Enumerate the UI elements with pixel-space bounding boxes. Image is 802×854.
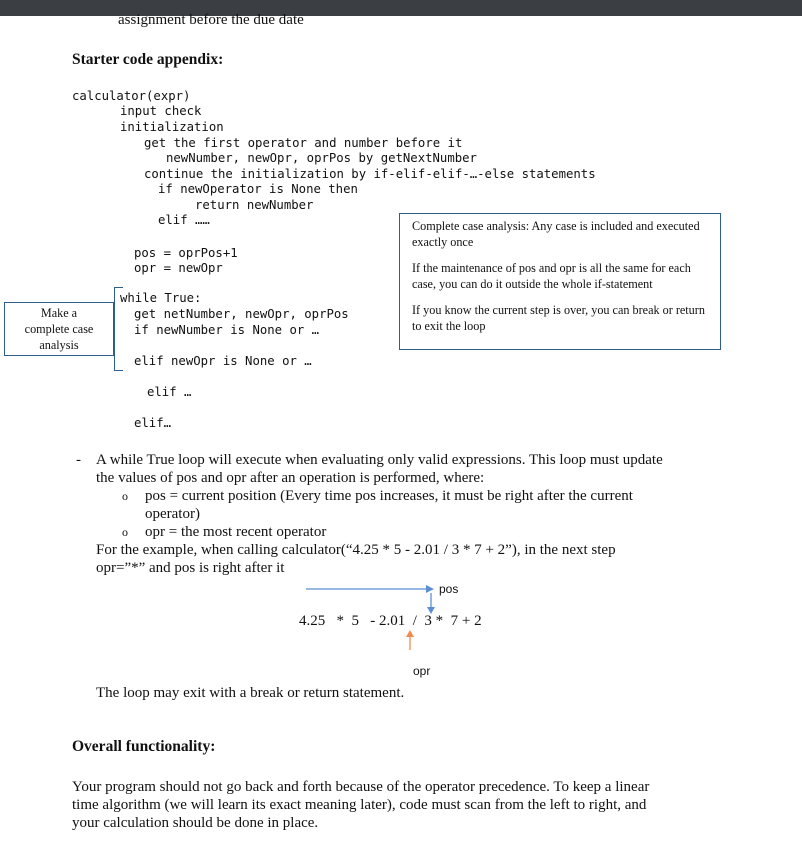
code-line-3: initialization xyxy=(120,120,224,134)
side-note-bracket xyxy=(114,287,123,371)
code-line-4: get the first operator and number before it xyxy=(144,136,463,150)
code-line-5: newNumber, newOpr, oprPos by getNextNumber xyxy=(166,151,477,165)
note-maintenance: If the maintenance of pos and opr is all the same for each case, you can do it outside the whole if-statement xyxy=(412,261,691,291)
example-expression: 4.25 * 5 - 2.01 / 3 * 7 + 2 xyxy=(299,613,482,629)
code-line-17: elif… xyxy=(134,416,172,430)
opr-up-arrow-head xyxy=(406,630,414,637)
code-line-16: elif … xyxy=(147,385,192,399)
pos-label: pos xyxy=(439,582,459,596)
sub-bullet-opr: opr = the most recent operator xyxy=(145,524,327,540)
code-line-15: elif newOpr is None or … xyxy=(134,354,312,368)
code-line-8: return newNumber xyxy=(195,198,314,212)
loop-exit-text: The loop may exit with a break or return statement. xyxy=(96,685,405,701)
sub-bullet-marker-1: o xyxy=(122,489,128,503)
code-line-6: continue the initialization by if-elif-elif-…-else statements xyxy=(144,167,596,181)
side-note-line-2: complete case xyxy=(24,322,94,336)
sub-bullet-pos-line-1: pos = current position (Every time pos increases, it must be right after the current xyxy=(145,488,633,504)
code-line-12: while True: xyxy=(120,291,202,305)
note-break-return: If you know the current step is over, you can break or return to exit the loop xyxy=(412,303,705,333)
overall-line-1: Your program should not go back and forth because of the operator precedence. To keep a linear xyxy=(72,779,650,795)
code-line-1: calculator(expr) xyxy=(72,89,191,103)
code-line-2: input check xyxy=(120,104,202,118)
overall-functionality-heading: Overall functionality: xyxy=(72,738,216,755)
side-note-line-3: analysis xyxy=(39,338,79,352)
code-line-13: get netNumber, newOpr, oprPos xyxy=(134,307,349,321)
sub-bullet-pos-line-2: operator) xyxy=(145,506,200,522)
code-line-10: pos = oprPos+1 xyxy=(134,246,238,260)
code-line-14: if newNumber is None or … xyxy=(134,323,320,337)
starter-code-heading: Starter code appendix: xyxy=(72,51,224,68)
bullet-dash: - xyxy=(76,452,81,468)
side-note-line-1: Make a xyxy=(40,306,78,320)
bullet-line-1: A while True loop will execute when evaluating only valid expressions. This loop must update xyxy=(96,452,663,468)
code-line-9: elif …… xyxy=(158,213,210,227)
bullet-line-2: the values of pos and opr after an operation is performed, where: xyxy=(96,470,485,486)
overall-line-2: time algorithm (we will learn its exact meaning later), code must scan from the left to right, and xyxy=(72,797,647,813)
pos-arrow-head xyxy=(426,585,434,593)
example-line-1: For the example, when calling calculator(“4.25 * 5 - 2.01 / 3 * 7 + 2”), in the next step xyxy=(96,542,616,558)
code-line-7: if newOperator is None then xyxy=(158,182,358,196)
case-analysis-note-box xyxy=(399,213,721,350)
note-complete-case: Complete case analysis: Any case is included and executed exactly once xyxy=(412,219,700,249)
example-line-2: opr=”*” and pos is right after it xyxy=(96,560,285,576)
sub-bullet-marker-2: o xyxy=(122,525,128,539)
header-fragment: assignment before the due date xyxy=(118,12,304,28)
overall-line-3: your calculation should be done in place. xyxy=(72,815,319,831)
opr-label: opr xyxy=(413,664,431,678)
code-line-11: opr = newOpr xyxy=(134,261,223,275)
side-note-box xyxy=(4,302,114,356)
